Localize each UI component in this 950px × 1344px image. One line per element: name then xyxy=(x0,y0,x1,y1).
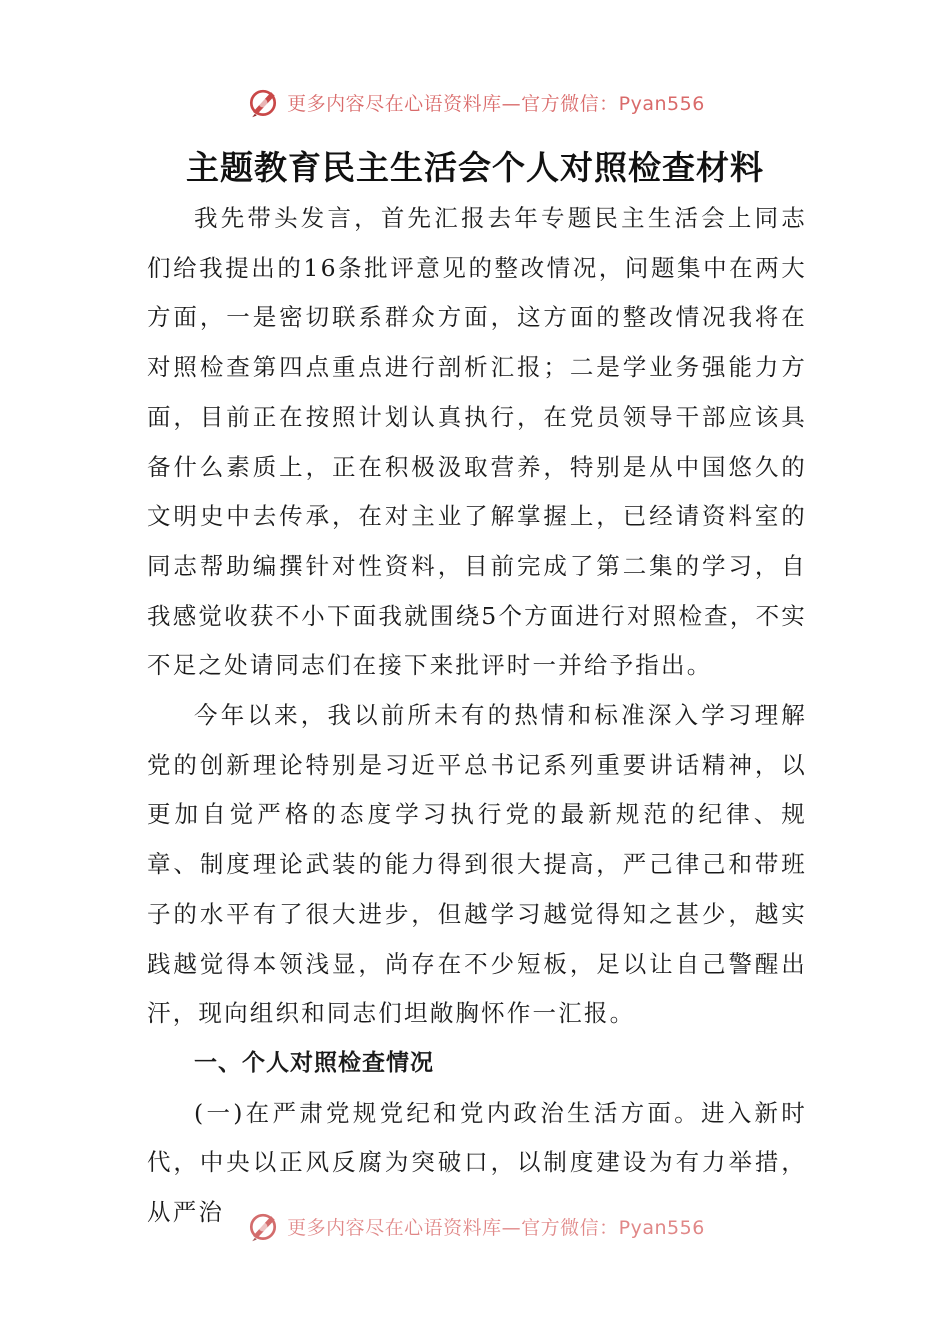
document-title: 主题教育民主生活会个人对照检查材料 xyxy=(186,148,764,187)
paragraph-study: 今年以来，我以前所未有的热情和标准深入学习理解党的创新理论特别是习近平总书记系列重要讲话精神，以更加自觉严格的态度学习执行党的最新规范的纪律、规章、制度理论武装的能力得到很大提高，严己律己和带班子的水平有了很大进步，但越学习越觉得知之甚少，越实践越觉得本领浅显，尚存在不少短板，足以让自己警醒出汗，现向组织和同志们坦敞胸怀作一汇报。 xyxy=(147,701,807,1028)
section-heading: 一、个人对照检查情况 xyxy=(194,1049,434,1076)
watermark-text: 更多内容尽在心语资料库—官方微信：Pyan556 xyxy=(287,92,705,115)
pen-logo-icon xyxy=(245,84,281,120)
pen-logo-icon xyxy=(245,1208,281,1244)
watermark-footer xyxy=(0,1208,950,1244)
paragraph-subsection-1: (一)在严肃党规党纪和党内政治生活方面。进入新时代，中央以正风反腐为突破口，以制度建设为有力举措，从严治 xyxy=(147,1098,807,1227)
watermark-text: 更多内容尽在心语资料库—官方微信：Pyan556 xyxy=(287,1216,705,1239)
paragraph-intro: 我先带头发言，首先汇报去年专题民主生活会上同志们给我提出的16条批评意见的整改情况，问题集中在两大方面，一是密切联系群众方面，这方面的整改情况我将在对照检查第四点重点进行剖析汇报；二是学业务强能力方面，目前正在按照计划认真执行，在党员领导干部应该具备什么素质上，正在积极汲取营养，特别是从中国悠久的文明史中去传承，在对主业了解掌握上，已经请资料室的同志帮助编撰针对性资料，目前完成了第二集的学习，自我感觉收获不小下面我就围绕5个方面进行对照检查，不实不足之处请同志们在接下来批评时一并给予指出。 xyxy=(147,204,807,680)
document-body xyxy=(147,194,807,1238)
watermark-header xyxy=(0,84,950,120)
